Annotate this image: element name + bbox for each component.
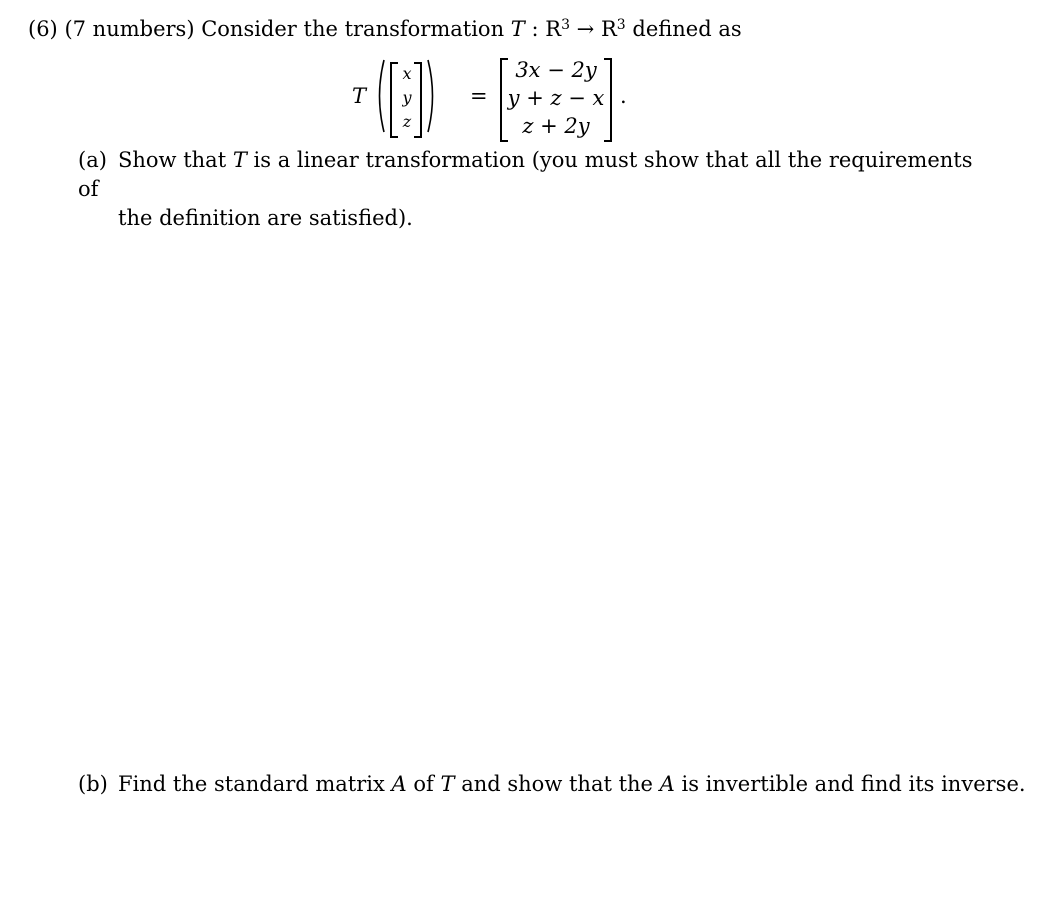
part-a-label: (a) — [78, 148, 107, 172]
input-entry-y: y — [402, 88, 412, 107]
part-a-text-rest: is a linear transformation (you must show that all the requirements of — [78, 148, 973, 201]
input-right-bracket — [414, 62, 422, 138]
transformation-equation — [352, 52, 652, 142]
output-entry-1: 3x − 2y — [515, 58, 597, 82]
part-b — [78, 770, 1026, 799]
part-b-text-3: and show that the — [461, 772, 653, 796]
equals-sign: = — [470, 84, 488, 108]
codomain-set: $R^3$ — [600, 17, 626, 41]
part-a-line2: the definition are satisfied). — [118, 206, 413, 230]
colon: : — [531, 17, 539, 41]
part-a-text-start: Show that — [118, 148, 227, 172]
part-a-symbol: T — [232, 148, 247, 172]
part-b-symbol-a: A — [391, 772, 407, 796]
part-a — [78, 146, 998, 233]
problem-points: (7 numbers) — [64, 17, 195, 41]
problem-statement — [28, 14, 742, 44]
right-paren — [426, 58, 438, 134]
problem-number: (6) — [28, 17, 58, 41]
input-entry-x: x — [402, 64, 412, 83]
arrow: → — [576, 17, 595, 41]
problem-intro: Consider the transformation — [201, 17, 505, 41]
input-entry-z: z — [402, 112, 412, 131]
part-b-text-2: of — [413, 772, 434, 796]
part-b-symbol-t: T — [440, 772, 455, 796]
output-entry-3: z + 2y — [522, 114, 590, 138]
equation-lhs-symbol: T — [352, 84, 367, 108]
domain-set: $R^3$ — [545, 17, 570, 41]
output-right-bracket — [604, 58, 612, 142]
part-b-label: (b) — [78, 772, 108, 796]
left-paren — [374, 58, 386, 134]
defined-as: defined as — [632, 17, 742, 41]
map-symbol: T — [510, 17, 525, 41]
output-vector — [506, 56, 606, 140]
part-b-symbol-a2: A — [659, 772, 675, 796]
part-b-text-4: is invertible and find its inverse. — [681, 772, 1026, 796]
part-b-text-1: Find the standard matrix — [118, 772, 385, 796]
output-entry-2: y + z − x — [507, 86, 605, 110]
equation-period: . — [620, 84, 627, 108]
